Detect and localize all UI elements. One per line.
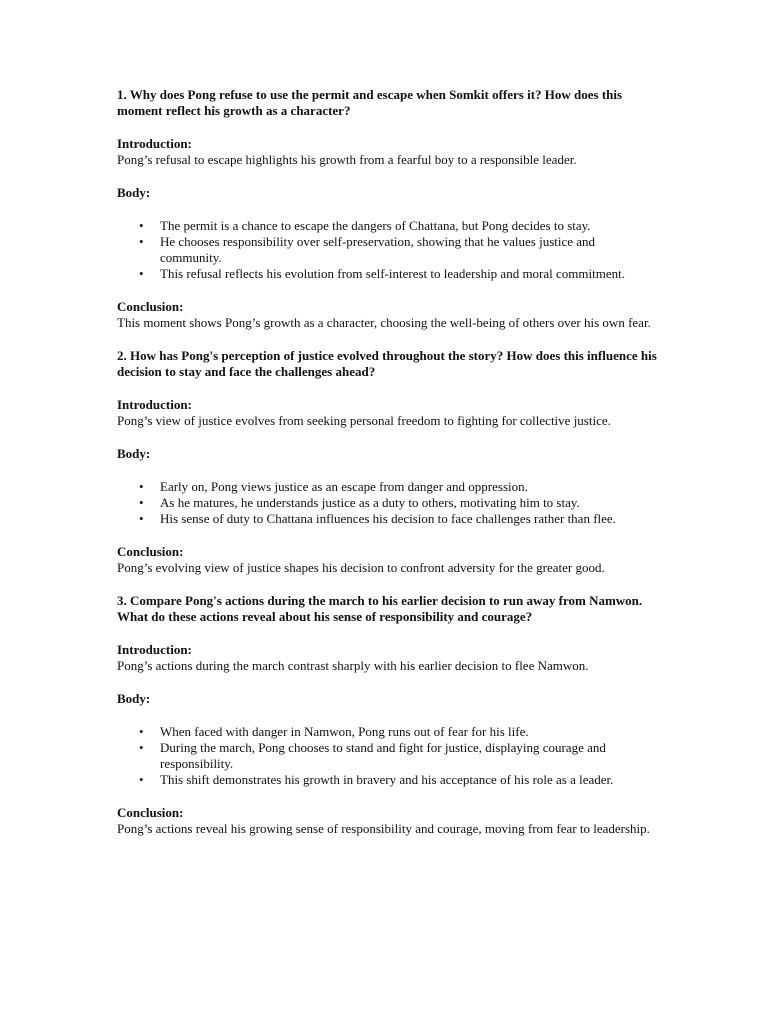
bullet-item: • When faced with danger in Namwon, Pong runs out of fear for his life. [160,724,657,740]
introduction-text: Pong’s refusal to escape highlights his growth from a fearful boy to a responsible leader. [117,152,577,167]
conclusion-text: Pong’s evolving view of justice shapes his decision to confront adversity for the greater good. [117,560,605,575]
bullet-item: • This shift demonstrates his growth in bravery and his acceptance of his role as a leader. [160,772,657,788]
question-section-2 [117,348,657,576]
bullet-item: • His sense of duty to Chattana influences his decision to face challenges rather than flee. [160,511,657,527]
bullet-item: • As he matures, he understands justice as a duty to others, motivating him to stay. [160,495,657,511]
body-heading: Body: [117,185,151,200]
body-bullet-list [117,479,657,527]
bullet-item: • The permit is a chance to escape the dangers of Chattana, but Pong decides to stay. [160,218,657,234]
bullet-item: • Early on, Pong views justice as an escape from danger and oppression. [160,479,657,495]
conclusion-heading: Conclusion: [117,805,184,820]
question-section-3 [117,593,657,837]
question-section-1 [117,87,657,331]
conclusion-heading: Conclusion: [117,299,184,314]
document-page [117,87,657,854]
bullet-item: • This refusal reflects his evolution from self-interest to leadership and moral commitment. [160,266,657,282]
introduction-heading: Introduction: [117,397,192,412]
conclusion-heading: Conclusion: [117,544,184,559]
body-bullet-list [117,218,657,282]
introduction-text: Pong’s actions during the march contrast sharply with his earlier decision to flee Namwon. [117,658,589,673]
conclusion-text: Pong’s actions reveal his growing sense of responsibility and courage, moving from fear to leadership. [117,821,650,836]
conclusion-text: This moment shows Pong’s growth as a character, choosing the well-being of others over his own fear. [117,315,651,330]
introduction-heading: Introduction: [117,136,192,151]
body-heading: Body: [117,691,151,706]
body-heading: Body: [117,446,151,461]
question-heading: 2. How has Pong's perception of justice evolved throughout the story? How does this influence his decision to stay and face the challenges ahead? [117,348,657,379]
bullet-item: • During the march, Pong chooses to stand and fight for justice, displaying courage and responsibility. [160,740,657,772]
body-bullet-list [117,724,657,788]
bullet-item: • He chooses responsibility over self-preservation, showing that he values justice and community. [160,234,657,266]
introduction-text: Pong’s view of justice evolves from seeking personal freedom to fighting for collective justice. [117,413,611,428]
question-heading: 1. Why does Pong refuse to use the permit and escape when Somkit offers it? How does this moment reflect his growth as a character? [117,87,623,118]
introduction-heading: Introduction: [117,642,192,657]
question-heading: 3. Compare Pong's actions during the march to his earlier decision to run away from Namwon. What do these actions reveal about his sense of responsibility and courage? [117,593,643,624]
